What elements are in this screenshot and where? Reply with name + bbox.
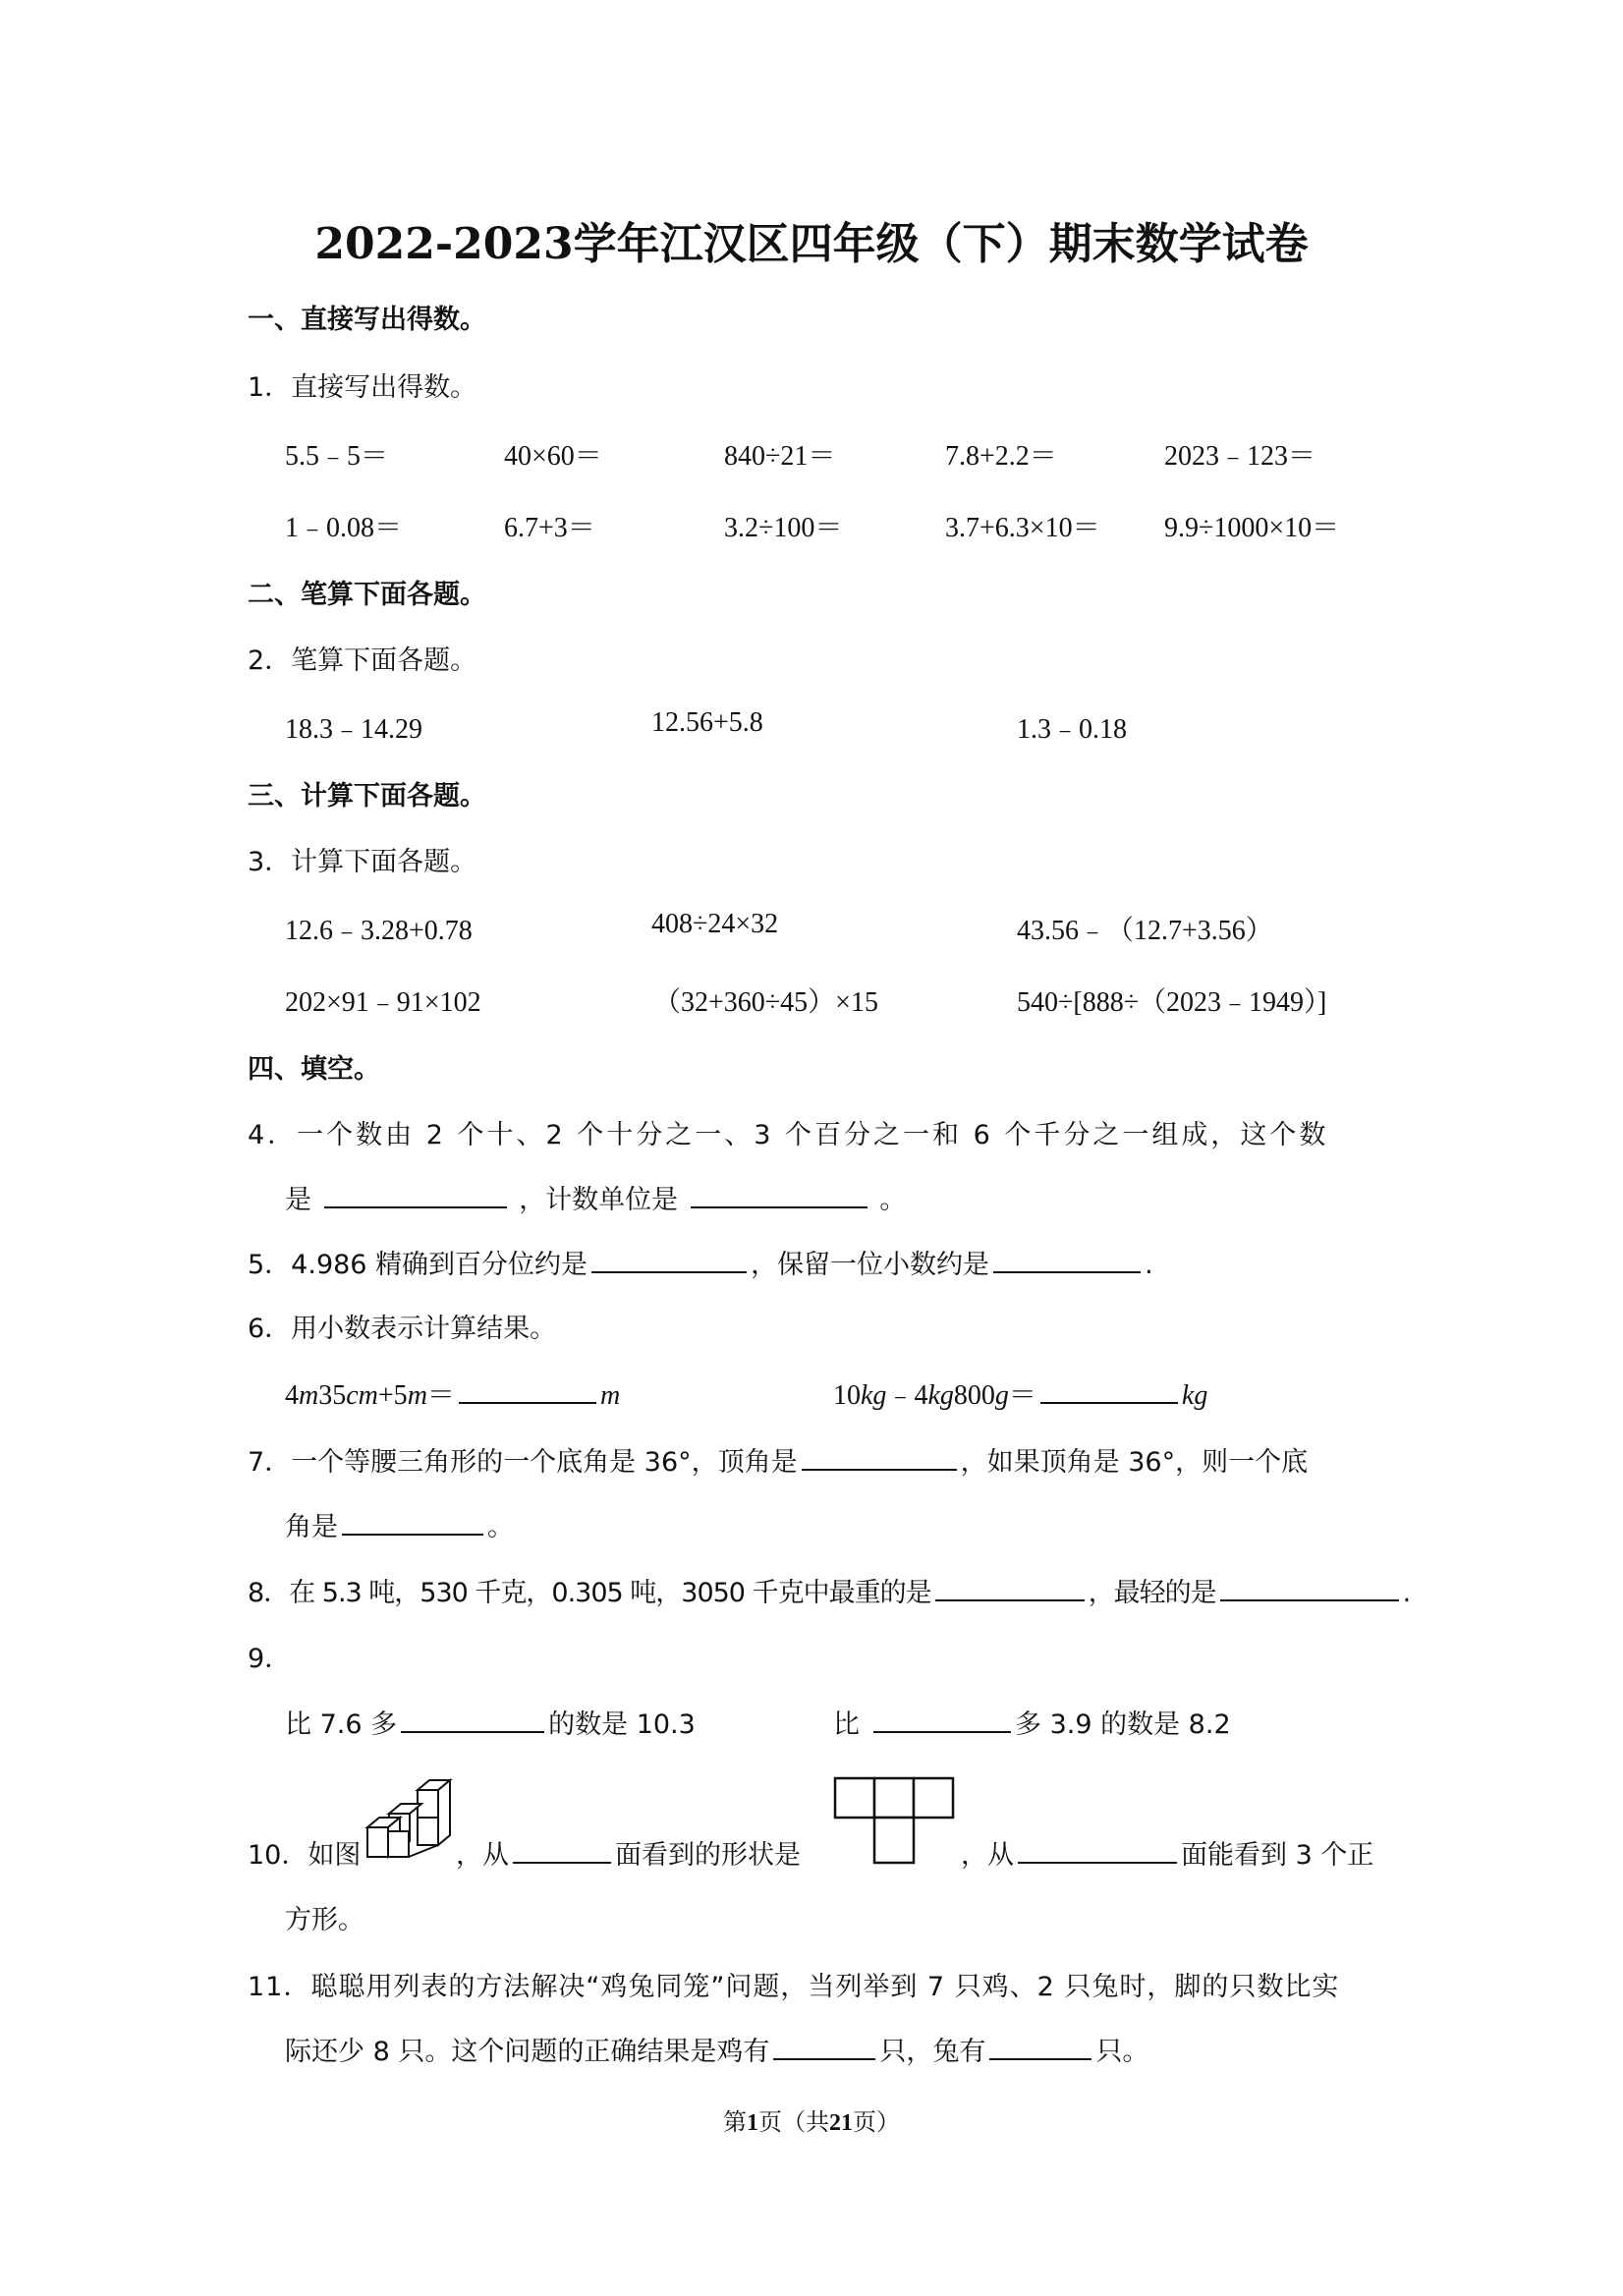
q4-answer-blank-1[interactable]: [324, 1181, 507, 1208]
q6-answer-blank-1[interactable]: [459, 1376, 596, 1404]
q8-answer-blank-2[interactable]: [1220, 1574, 1399, 1601]
q3-item: （32+360÷45）×15: [653, 987, 878, 1018]
q6-expression-1: 4m35cm+5m＝ m: [285, 1373, 620, 1413]
section-4-heading: 四、填空。: [248, 1054, 380, 1085]
q1-item: 3.2÷100＝: [724, 513, 843, 543]
q3-item: 540÷[888÷（2023﹣1949）]: [1017, 987, 1327, 1018]
q8-answer-blank-1[interactable]: [935, 1574, 1085, 1601]
q7-answer-blank-2[interactable]: [342, 1508, 483, 1536]
q7-answer-blank-1[interactable]: [802, 1443, 957, 1471]
q11-line1: 11．聪聪用列表的方法解决“鸡兔同笼”问题，当列举到 7 只鸡、2 只兔时，脚的只数比实: [248, 1972, 1340, 2002]
page-total: 21: [829, 2110, 853, 2136]
q4-answer-blank-2[interactable]: [691, 1181, 867, 1208]
q1-stem: 1．直接写出得数。: [248, 372, 477, 403]
q11-answer-blank-2[interactable]: [989, 2033, 1091, 2060]
q1-item: 5.5﹣5＝: [285, 441, 389, 472]
q9-number: 9．: [248, 1644, 292, 1674]
page-footer: 第1页（共21页）: [723, 2108, 900, 2136]
view-shape-figure: [833, 1776, 956, 1867]
section-3-heading: 三、计算下面各题。: [248, 781, 486, 812]
q2-item: 12.56+5.8: [651, 707, 763, 738]
q5-answer-blank-1[interactable]: [591, 1246, 747, 1273]
q10-answer-blank-2[interactable]: [1018, 1836, 1177, 1864]
q1-item: 7.8+2.2＝: [945, 441, 1057, 472]
q1-item: 840÷21＝: [724, 441, 836, 472]
q3-item: 408÷24×32: [651, 909, 779, 939]
q10-text-2: ，从 面能看到 3 个正: [961, 1833, 1373, 1872]
q2-item: 18.3﹣14.29: [285, 714, 423, 745]
q2-stem: 2．笔算下面各题。: [248, 645, 477, 676]
q9-answer-blank-1[interactable]: [401, 1706, 544, 1733]
q1-item: 3.7+6.3×10＝: [945, 513, 1100, 543]
q7-line1: 7．一个等腰三角形的一个底角是 36°，顶角是 ，如果顶角是 36°，则一个底: [248, 1440, 1308, 1479]
q6-expression-2: 10kg﹣4kg800g＝ kg: [833, 1373, 1207, 1413]
q11-answer-blank-1[interactable]: [773, 2033, 875, 2060]
q1-item: 9.9÷1000×10＝: [1164, 513, 1340, 543]
page-title: 2022-2023学年江汉区四年级（下）期末数学试卷: [314, 219, 1309, 269]
q6-answer-blank-2[interactable]: [1040, 1376, 1178, 1404]
section-2-heading: 二、笔算下面各题。: [248, 580, 486, 610]
q5: 5．4.986 精确到百分位约是 ，保留一位小数约是 .: [248, 1243, 1153, 1281]
q9-part-a: 比 7.6 多 的数是 10.3: [285, 1703, 696, 1741]
q1-item: 1﹣0.08＝: [285, 513, 403, 543]
q10-answer-blank-1[interactable]: [513, 1836, 611, 1864]
section-1-heading: 一、直接写出得数。: [248, 305, 486, 335]
q9-answer-blank-2[interactable]: [873, 1706, 1011, 1733]
q11-line2: 际还少 8 只。这个问题的正确结果是鸡有 只，兔有 只。: [285, 2030, 1148, 2068]
q4-line2: 是 ，计数单位是 。: [285, 1178, 906, 1216]
q3-stem: 3．计算下面各题。: [248, 847, 477, 877]
q7-line2: 角是 。: [285, 1505, 514, 1543]
q1-item: 40×60＝: [504, 441, 602, 472]
q5-answer-blank-2[interactable]: [993, 1246, 1141, 1273]
q4-line1: 4．一个数由 2 个十、2 个十分之一、3 个百分之一和 6 个千分之一组成，这个数: [248, 1120, 1329, 1150]
cube-stack-figure: [364, 1776, 457, 1867]
q1-item: 6.7+3＝: [504, 513, 595, 543]
q9-part-b: 比 多 3.9 的数是 8.2: [833, 1703, 1231, 1741]
q6-stem: 6．用小数表示计算结果。: [248, 1314, 557, 1344]
q10-text: ，从 面看到的形状是: [456, 1833, 801, 1872]
q3-item: 202×91﹣91×102: [285, 987, 481, 1018]
q10-label: 10．如图: [248, 1840, 362, 1871]
q3-item: 43.56﹣（12.7+3.56）: [1017, 916, 1273, 946]
q2-item: 1.3﹣0.18: [1017, 714, 1128, 745]
q8: 8．在 5.3 吨，530 千克，0.305 吨，3050 千克中最重的是 ，最轻的是 .: [248, 1571, 1410, 1609]
q10-line2: 方形。: [285, 1905, 364, 1935]
q3-item: 12.6﹣3.28+0.78: [285, 916, 473, 946]
q1-item: 2023﹣123＝: [1164, 441, 1316, 472]
page-number: 1: [747, 2110, 758, 2136]
